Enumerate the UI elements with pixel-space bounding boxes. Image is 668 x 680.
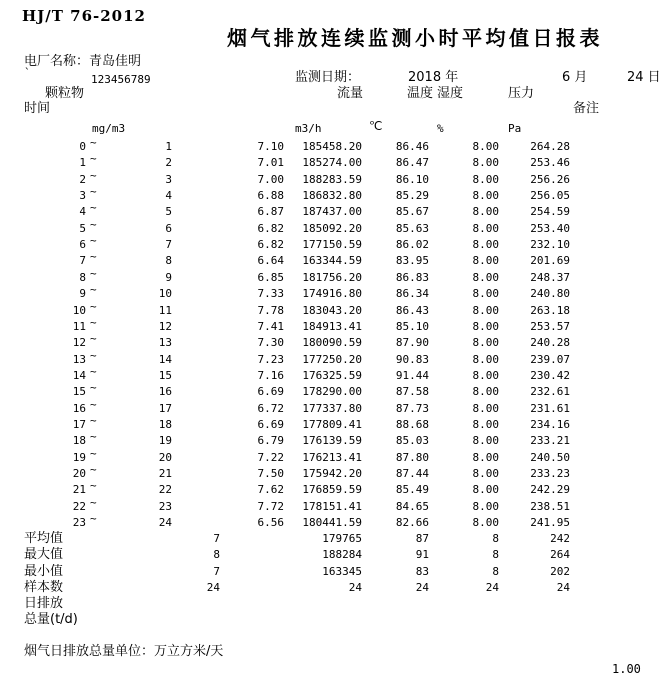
temperature-value: 82.66 <box>395 516 429 530</box>
hour-end: 8 <box>165 254 172 268</box>
hour-start: 1 <box>79 156 86 170</box>
tilde-separator: ~ <box>90 136 97 149</box>
temperature-value: 87.58 <box>395 385 429 399</box>
temperature-value: 91.44 <box>395 368 429 382</box>
humidity-value: 8.00 <box>472 483 499 497</box>
flow-value: 177809.41 <box>302 417 362 431</box>
tilde-separator: ~ <box>90 495 97 509</box>
flow-value: 188284 <box>322 548 362 562</box>
flow-value: 180441.59 <box>302 516 362 530</box>
temperature-value: 24 <box>415 581 429 595</box>
particle-value: 7.50 <box>257 467 284 480</box>
tilde-separator: ~ <box>90 266 97 280</box>
temperature-value: 88.68 <box>395 417 429 431</box>
tilde-separator: ~ <box>90 283 97 297</box>
particle-value: 6.69 <box>257 385 284 399</box>
hour-start: 18 <box>72 434 86 448</box>
flow-value: 176139.59 <box>302 434 362 448</box>
particle-value: 6.82 <box>257 221 284 235</box>
pressure-value: 234.16 <box>530 417 570 431</box>
tilde-separator: ~ <box>90 315 97 329</box>
hour-start: 21 <box>72 483 86 497</box>
pressure-value: 241.95 <box>530 516 570 530</box>
temperature-value: 86.02 <box>395 238 429 252</box>
temperature-value: 87 <box>415 532 429 545</box>
flow-value: 163345 <box>322 564 362 578</box>
flow-value: 179765 <box>322 532 362 545</box>
hour-start: 3 <box>79 189 86 203</box>
tilde-separator: ~ <box>90 201 97 215</box>
particle-value: 7.22 <box>257 450 284 464</box>
flow-value: 180090.59 <box>302 336 362 350</box>
tilde-separator: ~ <box>90 234 97 248</box>
pressure-value: 264.28 <box>530 140 570 153</box>
hour-end: 14 <box>158 352 172 366</box>
hour-start: 23 <box>72 516 86 530</box>
particle-value: 7.41 <box>257 319 284 333</box>
temperature-value: 85.10 <box>395 319 429 333</box>
pressure-value: 254.59 <box>530 205 570 219</box>
particle-value: 6.85 <box>257 270 284 284</box>
humidity-value: 8.00 <box>472 516 499 530</box>
summary-row <box>0 565 668 582</box>
summary-label: 平均值 <box>24 531 64 546</box>
page-number: 1.00 <box>612 662 641 676</box>
hour-start: 20 <box>72 467 86 480</box>
hour-start: 2 <box>79 172 86 186</box>
hour-end: 1 <box>165 140 172 153</box>
hour-start: 9 <box>79 287 86 301</box>
summary-label: 样本数 <box>24 580 64 596</box>
hour-start: 5 <box>79 221 86 235</box>
flow-value: 176859.59 <box>302 483 362 497</box>
pressure-value: 248.37 <box>530 270 570 284</box>
flow-value: 176213.41 <box>302 450 362 464</box>
humidity-value: 8.00 <box>472 172 499 186</box>
temperature-value: 87.44 <box>395 467 429 480</box>
summary-label: 最小值 <box>24 563 64 579</box>
tilde-separator: ~ <box>90 381 97 395</box>
particle-value: 24 <box>206 581 220 595</box>
tilde-separator: ~ <box>90 299 97 313</box>
temperature-value: 83 <box>415 564 429 578</box>
pressure-value: 253.40 <box>530 221 570 235</box>
humidity-value: 8.00 <box>472 189 499 203</box>
humidity-value: 8.00 <box>472 467 499 480</box>
tilde-separator: ~ <box>90 217 97 231</box>
humidity-value: 8.00 <box>472 450 499 464</box>
humidity-value: 8.00 <box>472 417 499 431</box>
particle-value: 6.79 <box>257 434 284 448</box>
hour-end: 17 <box>158 401 172 415</box>
particle-value: 7.16 <box>257 368 284 382</box>
tick-mark: ` <box>24 66 31 79</box>
hour-start: 22 <box>72 499 86 513</box>
flow-value: 176325.59 <box>302 368 362 382</box>
tilde-separator: ~ <box>90 463 97 476</box>
pressure-value: 202 <box>550 564 570 578</box>
summary-row <box>0 581 668 598</box>
hour-end: 3 <box>165 172 172 186</box>
humidity-value: 8.00 <box>472 140 499 153</box>
particle-value: 6.72 <box>257 401 284 415</box>
flow-value: 177150.59 <box>302 238 362 252</box>
temperature-value: 87.80 <box>395 450 429 464</box>
tilde-separator: ~ <box>90 397 97 411</box>
particle-value: 7.00 <box>257 172 284 186</box>
pressure-value: 253.57 <box>530 319 570 333</box>
particle-value: 7.78 <box>257 303 284 317</box>
tilde-separator: ~ <box>90 364 97 378</box>
temperature-value: 86.46 <box>395 140 429 153</box>
temperature-value: 85.29 <box>395 189 429 203</box>
temperature-value: 87.73 <box>395 401 429 415</box>
pressure-value: 239.07 <box>530 352 570 366</box>
humidity-value: 8.00 <box>472 368 499 382</box>
hour-start: 7 <box>79 254 86 268</box>
summary-row <box>0 548 668 565</box>
hour-start: 0 <box>79 140 86 153</box>
particle-value: 7.01 <box>257 156 284 170</box>
particle-value: 7.23 <box>257 352 284 366</box>
humidity-value: 8.00 <box>472 385 499 399</box>
pressure-value: 264 <box>550 548 570 562</box>
pressure-value: 256.26 <box>530 172 570 186</box>
pressure-value: 253.46 <box>530 156 570 170</box>
particle-value: 7 <box>213 564 220 578</box>
pressure-value: 242 <box>550 532 570 545</box>
humidity-value: 8.00 <box>472 156 499 170</box>
temperature-value: 85.63 <box>395 221 429 235</box>
pressure-value: 240.28 <box>530 336 570 350</box>
pressure-value: 233.23 <box>530 467 570 480</box>
monitor-date-label: 监测日期： <box>295 70 361 85</box>
hour-end: 5 <box>165 205 172 219</box>
monitor-date-day: 24 日 <box>627 70 661 85</box>
temperature-value: 86.47 <box>395 156 429 170</box>
hour-end: 13 <box>158 336 172 350</box>
monitor-date-month: 6 月 <box>562 70 588 85</box>
summary-row <box>0 532 668 549</box>
temperature-value: 85.03 <box>395 434 429 448</box>
hour-start: 8 <box>79 270 86 284</box>
hour-end: 2 <box>165 156 172 170</box>
column-header-flow: 流量 <box>337 86 364 101</box>
humidity-value: 8.00 <box>472 270 499 284</box>
monitor-date-year: 2018 年 <box>408 70 459 85</box>
hour-start: 12 <box>72 336 86 350</box>
hour-start: 11 <box>72 319 86 333</box>
flow-value: 177250.20 <box>302 352 362 366</box>
temperature-value: 85.67 <box>395 205 429 219</box>
pressure-value: 232.61 <box>530 385 570 399</box>
temperature-value: 86.83 <box>395 270 429 284</box>
hour-end: 10 <box>158 287 172 301</box>
humidity-value: 8.00 <box>472 319 499 333</box>
flow-value: 163344.59 <box>302 254 362 268</box>
plant-name-line <box>24 55 141 69</box>
hour-end: 24 <box>158 516 172 530</box>
humidity-value: 8.00 <box>472 499 499 513</box>
column-header-humidity: 湿度 <box>437 86 464 101</box>
temperature-value: 87.90 <box>395 336 429 350</box>
particle-value: 7 <box>213 532 220 545</box>
tilde-separator: ~ <box>90 332 97 346</box>
particle-value: 8 <box>213 548 220 562</box>
humidity-value: 24 <box>485 581 499 595</box>
flow-value: 174916.80 <box>302 287 362 301</box>
flow-value: 24 <box>348 581 362 595</box>
particle-value: 6.56 <box>257 516 284 530</box>
hour-start: 19 <box>72 450 86 464</box>
particle-value: 6.69 <box>257 417 284 431</box>
pressure-value: 231.61 <box>530 401 570 415</box>
hour-start: 4 <box>79 205 86 219</box>
flow-value: 175942.20 <box>302 467 362 480</box>
temperature-value: 91 <box>415 548 429 562</box>
hour-end: 15 <box>158 368 172 382</box>
unit-humidity: % <box>437 122 444 135</box>
particle-value: 7.33 <box>257 287 284 301</box>
tilde-separator: ~ <box>90 512 97 526</box>
hour-start: 14 <box>72 368 86 382</box>
flow-value: 183043.20 <box>302 303 362 317</box>
pressure-value: 230.42 <box>530 368 570 382</box>
temperature-value: 83.95 <box>395 254 429 268</box>
hour-start: 15 <box>72 385 86 399</box>
particle-value: 6.64 <box>257 254 284 268</box>
humidity-value: 8.00 <box>472 434 499 448</box>
hour-end: 7 <box>165 238 172 252</box>
flow-value: 185458.20 <box>302 140 362 153</box>
unit-pressure: Pa <box>508 122 522 135</box>
hour-end: 23 <box>158 499 172 513</box>
pressure-value: 201.69 <box>530 254 570 268</box>
humidity-value: 8.00 <box>472 205 499 219</box>
humidity-value: 8.00 <box>472 336 499 350</box>
flow-value: 181756.20 <box>302 270 362 284</box>
tilde-separator: ~ <box>90 348 97 362</box>
tilde-separator: ~ <box>90 152 97 166</box>
humidity-value: 8 <box>492 564 499 578</box>
hour-start: 16 <box>72 401 86 415</box>
pressure-value: 256.05 <box>530 189 570 203</box>
humidity-value: 8.00 <box>472 303 499 317</box>
hour-end: 4 <box>165 189 172 203</box>
table-row <box>0 512 668 533</box>
unit-particle: mg/m3 <box>92 122 126 135</box>
tilde-separator: ~ <box>90 430 97 444</box>
column-header-time: 时间 <box>24 101 51 116</box>
tilde-separator: ~ <box>90 446 97 460</box>
total-unit-note: 烟气日排放总量单位：万立方米/天 <box>24 644 224 659</box>
particle-value: 7.62 <box>257 483 284 497</box>
flow-value: 184913.41 <box>302 319 362 333</box>
hour-start: 17 <box>72 417 86 431</box>
humidity-value: 8 <box>492 532 499 545</box>
summary-label: 最大值 <box>24 547 64 563</box>
particle-value: 6.82 <box>257 238 284 252</box>
plant-name-label: 电厂名称： <box>24 54 90 69</box>
humidity-value: 8.00 <box>472 238 499 252</box>
humidity-value: 8.00 <box>472 221 499 235</box>
humidity-value: 8 <box>492 548 499 562</box>
pressure-value: 240.50 <box>530 450 570 464</box>
flow-value: 187437.00 <box>302 205 362 219</box>
temperature-value: 84.65 <box>395 499 429 513</box>
hour-end: 11 <box>158 303 172 317</box>
flow-value: 186832.80 <box>302 189 362 203</box>
pressure-value: 232.10 <box>530 238 570 252</box>
hour-start: 6 <box>79 238 86 252</box>
particle-value: 7.30 <box>257 336 284 350</box>
tilde-separator: ~ <box>90 168 97 182</box>
hour-end: 6 <box>165 221 172 235</box>
daily-total-label-line2: 总量(t/d) <box>24 612 78 627</box>
hour-end: 18 <box>158 417 172 431</box>
humidity-value: 8.00 <box>472 254 499 268</box>
pressure-value: 233.21 <box>530 434 570 448</box>
humidity-value: 8.00 <box>472 352 499 366</box>
pressure-value: 263.18 <box>530 303 570 317</box>
column-header-pressure: 压力 <box>508 86 535 101</box>
column-header-particle: 颗粒物 <box>45 86 85 101</box>
plant-code: 123456789 <box>91 73 151 86</box>
unit-flow: m3/h <box>295 122 322 135</box>
hour-end: 12 <box>158 319 172 333</box>
hour-start: 13 <box>72 352 86 366</box>
temperature-value: 85.49 <box>395 483 429 497</box>
daily-total-label-line1: 日排放 <box>24 596 64 611</box>
pressure-value: 238.51 <box>530 499 570 513</box>
pressure-value: 242.29 <box>530 483 570 497</box>
particle-value: 6.88 <box>257 189 284 203</box>
temperature-value: 90.83 <box>395 352 429 366</box>
column-header-remark: 备注 <box>573 101 600 116</box>
unit-temperature: ℃ <box>369 119 383 133</box>
particle-value: 7.72 <box>257 499 284 513</box>
temperature-value: 86.10 <box>395 172 429 186</box>
temperature-value: 86.43 <box>395 303 429 317</box>
flow-value: 188283.59 <box>302 172 362 186</box>
report-title: 烟气排放连续监测小时平均值日报表 <box>227 26 603 50</box>
flow-value: 178290.00 <box>302 385 362 399</box>
hour-end: 21 <box>158 467 172 480</box>
humidity-value: 8.00 <box>472 287 499 301</box>
tilde-separator: ~ <box>90 413 97 427</box>
hour-end: 9 <box>165 270 172 284</box>
flow-value: 185274.00 <box>302 156 362 170</box>
tilde-separator: ~ <box>90 479 97 493</box>
hour-start: 10 <box>72 303 86 317</box>
pressure-value: 24 <box>556 581 570 595</box>
humidity-value: 8.00 <box>472 401 499 415</box>
pressure-value: 240.80 <box>530 287 570 301</box>
flow-value: 177337.80 <box>302 401 362 415</box>
flow-value: 185092.20 <box>302 221 362 235</box>
particle-value: 6.87 <box>257 205 284 219</box>
hour-end: 22 <box>158 483 172 497</box>
hour-end: 20 <box>158 450 172 464</box>
temperature-value: 86.34 <box>395 287 429 301</box>
hour-end: 16 <box>158 385 172 399</box>
flow-value: 178151.41 <box>302 499 362 513</box>
particle-value: 7.10 <box>257 140 284 153</box>
hour-end: 19 <box>158 434 172 448</box>
tilde-separator: ~ <box>90 185 97 199</box>
standard-code: HJ/T 76-2012 <box>22 7 146 25</box>
column-header-temperature: 温度 <box>407 86 434 101</box>
plant-name-value: 青岛佳明 <box>89 54 142 69</box>
tilde-separator: ~ <box>90 250 97 264</box>
